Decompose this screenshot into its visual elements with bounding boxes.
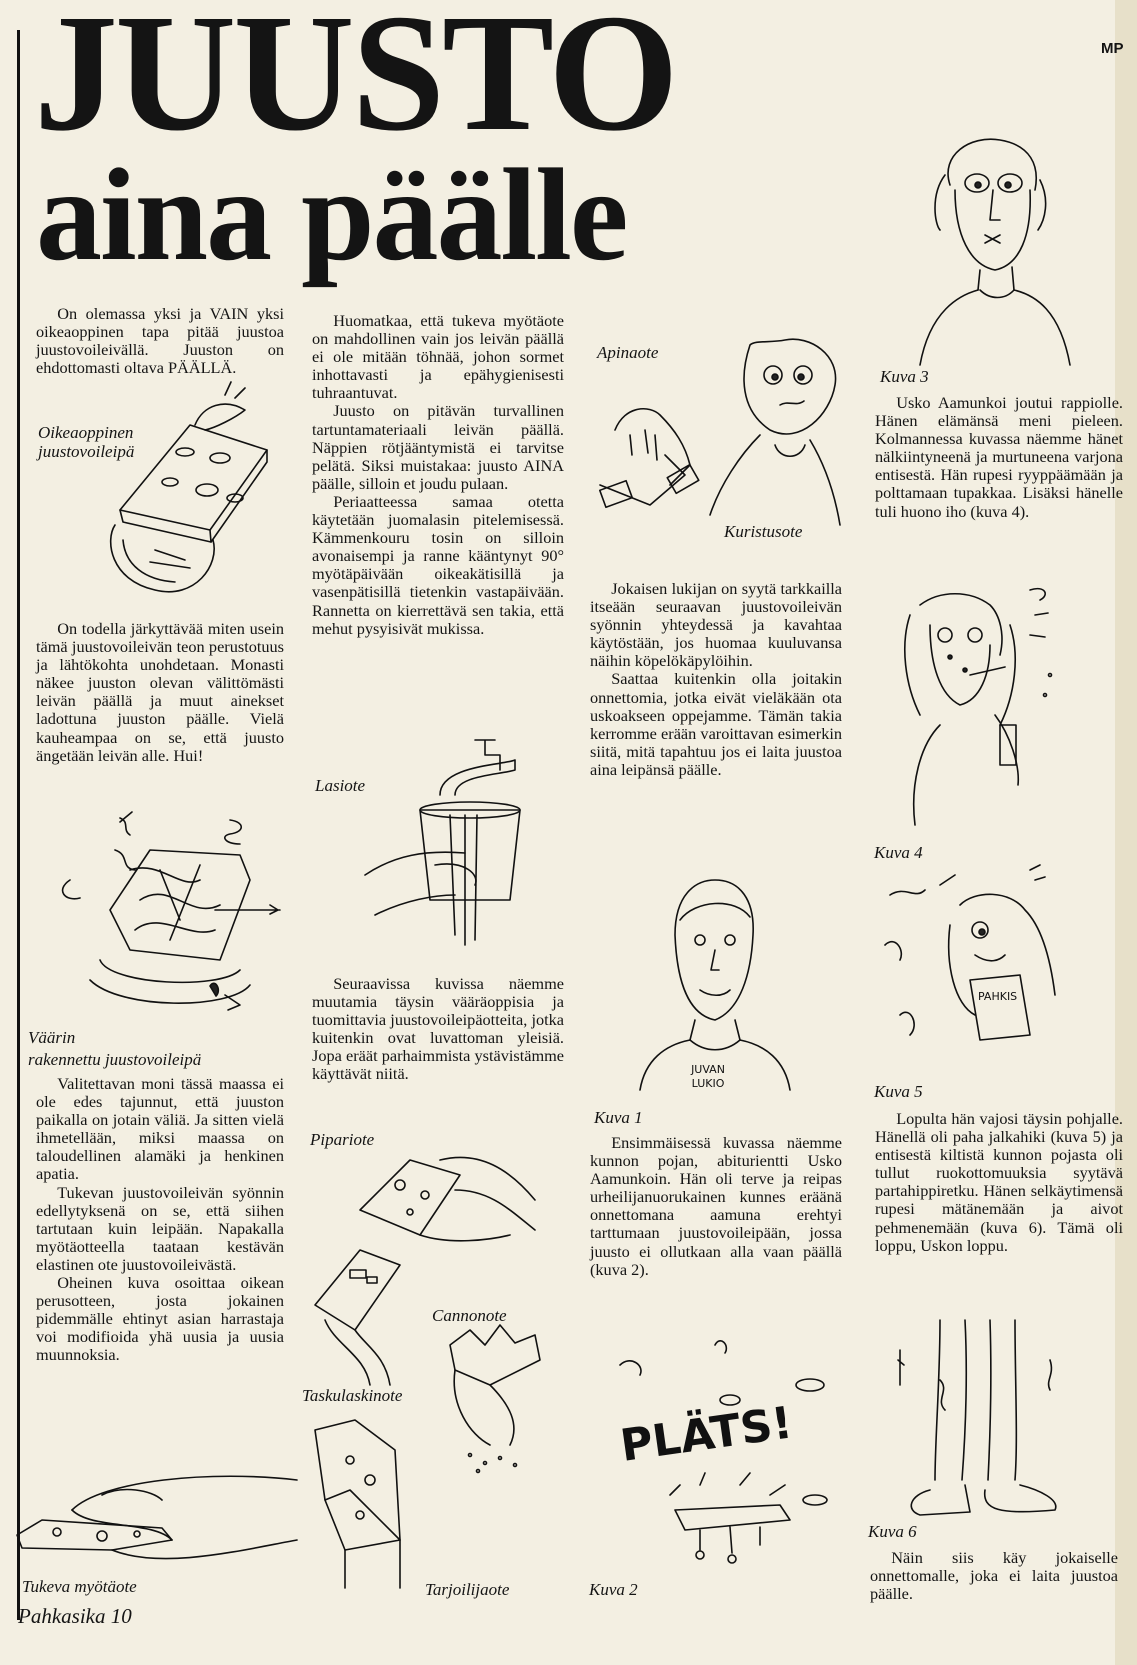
col4-para3: [870, 1549, 1118, 1603]
kuva6-illustration: [890, 1320, 1060, 1530]
caption-kuristus: Kuristusote: [724, 522, 803, 541]
correct-sandwich-illustration: [95, 390, 275, 600]
col1-para2-text: On todella järkyttävää miten usein tämä juustovoileivän teon perustotuus ja lähtökohta unohdetaan. Monasti näkee juuston olevan välittömästi leivän päällä ja muut ainekset ladottuna juuston päälle. Vielä kauheampaa on se, että juusto ängetään leivän alle. Hui!: [36, 619, 284, 765]
col4-para1-text: Usko Aamunkoi joutui rappiolle. Hänen elämänsä meni pieleen. Kolmannessa kuvassa näemme hänet nälkiintyneenä ja murtuneena varjona entisestä. Hän rupesi ryyppäämään ja polttamaan tupakkaa. Lisäksi hänelle tuli huono iho (kuva 4).: [875, 393, 1123, 521]
col3-para3-text: Ensimmäisessä kuvassa näemme kunnon pojan, abiturientti Usko Aamunkoin. Hän oli terve ja reipas urheilijanuorukainen kunnes eräänä onnettomana aamuna erehtyi tarttumaan juustovoileipään, jossa juusto ei ollutkaan alla vaan päällä (kuva 2).: [590, 1133, 842, 1279]
caption-cannon: Cannonote: [432, 1306, 507, 1325]
kuva1-illustration: [635, 875, 795, 1095]
caption-kuva3: Kuva 3: [880, 367, 929, 386]
page-edge-shadow: [1115, 0, 1137, 1665]
col4-para2: [875, 1110, 1123, 1255]
caption-wrong-1: Väärin: [28, 1028, 76, 1047]
caption-correct-sandwich: Oikeaoppinen juustovoileipä: [38, 423, 135, 461]
col1-para3-text: Valitettavan moni tässä maassa ei ole edes tajunnut, että juuston paikalla on jotain väliä. Ja sitten vielä ihmetellään, miksi maassa on taloudellinen alamäki ja henkinen apatia.: [36, 1074, 284, 1184]
col1-intro-text: On olemassa yksi ja VAIN yksi oikeaoppinen tapa pitää juustoa juustovoileivällä. Juuston on ehdottomasti oltava PÄÄLLÄ.: [36, 304, 284, 378]
taskulaskinote-illustration: [305, 1245, 415, 1395]
kuva5-illustration: [880, 865, 1070, 1085]
pipariote-illustration: [350, 1140, 540, 1250]
plats-text: PLÄTS!: [617, 1397, 796, 1472]
page-footer: Pahkasika 10: [18, 1604, 132, 1628]
col2-body: [312, 312, 564, 638]
wrong-sandwich-illustration: [50, 810, 280, 1020]
caption-tasku: Taskulaskinote: [302, 1386, 403, 1405]
caption-kuva6: Kuva 6: [868, 1522, 917, 1541]
magazine-text: PAHKIS: [978, 990, 1018, 1003]
headline-line2: aina päälle: [36, 141, 627, 288]
col1-para5-text: Oheinen kuva osoittaa oikean perusotteen, josta jokainen pidemmälle ehtinyt asian harrastaja voi modifioida yhä uusia ja uusia muunnoksia.: [36, 1273, 284, 1365]
kuva4-illustration: [900, 585, 1070, 825]
caption-kuva1: Kuva 1: [594, 1108, 643, 1127]
tukeva-grip-illustration: [12, 1440, 302, 1580]
kuva2-plats-illustration: [600, 1335, 860, 1565]
caption-lasiote: Lasiote: [315, 776, 366, 795]
shirt-text-2: LUKIO: [691, 1077, 725, 1090]
col2-para1-text: Huomatkaa, että tukeva myötäote on mahdollinen vain jos leivän päällä ei ole mitään töhnää, johon sormet inhottavasti ja epähygienisesti tuhraantuvat.: [312, 311, 564, 403]
col2-para4-text: Seuraavissa kuvissa näemme muutamia täysin vääräoppisia ja tuomittavia juustovoileipäotteita, jotka kuitenkin ovat luvattoman yleisiä. Jopa eräät parhaimmista ystävistämme käyttävät niitä.: [312, 974, 564, 1084]
col3-para3: [590, 1134, 842, 1279]
corner-mark: MP: [1101, 40, 1124, 57]
shirt-text-1: JUVAN: [691, 1063, 725, 1076]
apina-kuristus-illustration: [590, 335, 850, 535]
caption-pipari: Pipariote: [310, 1130, 375, 1149]
caption-apina: Apinaote: [597, 343, 659, 362]
caption-kuva5: Kuva 5: [874, 1082, 923, 1101]
caption-kuva4: Kuva 4: [874, 843, 923, 862]
col1-body: [36, 1075, 284, 1365]
lasiote-illustration: [365, 735, 565, 955]
col3-para1-text: Jokaisen lukijan on syytä tarkkailla itseään seuraavan juustovoileivän syönnin yhteydessä ja kavahtaa käytöstään, jos huomaa kuuluvansa näihin köpelökäpylöihin.: [590, 579, 842, 671]
col1-para4-text: Tukevan juustovoileivän syönnin edellytyksenä on se, että siihen tartutaan kuin leipään. Napakalla myötäotteella taataan kestävän elastinen ote juustovoileivästä.: [36, 1182, 284, 1274]
col2-para3-text: Periaatteessa samaa otetta käytetään juomalasin pitelemisessä. Kämmenkouru tosin on silloin avonaisempi ja ranne kääntynyt 90° myötäpäivään oikeakätisillä ja vasenpätisillä tietenkin vastapäivään. Rannetta on kierrettävä sen takia, että mehut pysyisivät mukissa.: [312, 491, 564, 638]
cannonote-illustration: [430, 1325, 560, 1475]
kuva3-illustration: [920, 135, 1070, 365]
col4-para2-text: Lopulta hän vajosi täysin pohjalle. Hänellä oli paha jalkahiki (kuva 5) ja entisestä kiltistä kunnon pojasta oli tullut ruokottomuuksia syytävä partahippiretku. Hänen selkäytimensä rupesi mätänemään ja aivot pehmenemään (kuva 6). Tämä oli loppu, Uskon loppu.: [875, 1109, 1123, 1255]
caption-tukeva: Tukeva myötäote: [22, 1577, 137, 1596]
col4-para3-text: Näin siis käy jokaiselle onnettomalle, joka ei laita juustoa päälle.: [870, 1548, 1118, 1604]
col2-para4: [312, 975, 564, 1084]
col3-para2-text: Saattaa kuitenkin olla joitakin onnettomia, jotka eivät vieläkään ota uskoakseen oppejamme. Tämän takia kerromme erään varoittavan esimerkin siitä, mitä tapahtuu jos ei laita juustoa aina leipänsä päälle.: [590, 669, 842, 779]
left-margin-rule: [17, 30, 20, 1620]
col3-body: [590, 580, 842, 779]
col2-para2-text: Juusto on pitävän turvallinen tartuntamateriaali leivän päällä. Näppien rötjääntymistä ei tarvitse pelätä. Siksi muistakaa: juusto AINA päälle, silloin et joudu pulaan.: [312, 401, 564, 493]
col1-intro: [36, 305, 284, 377]
headline-line1: JUUSTO: [34, 0, 676, 166]
tarjoilijaote-illustration: [305, 1420, 425, 1590]
caption-tarjoilija: Tarjoilijaote: [425, 1580, 510, 1599]
caption-wrong-2: rakennettu juustovoileipä: [28, 1050, 202, 1069]
caption-kuva2: Kuva 2: [589, 1580, 638, 1599]
col1-para2: [36, 620, 284, 765]
col4-para1: [875, 394, 1123, 521]
